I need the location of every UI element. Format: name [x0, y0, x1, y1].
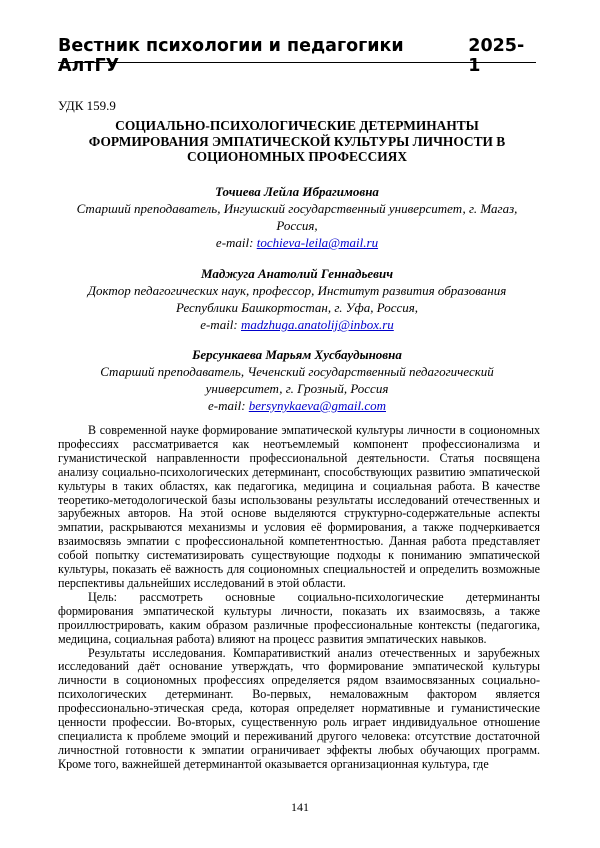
author-name: Маджуга Анатолий Геннадьевич	[58, 265, 536, 282]
journal-header	[58, 36, 536, 76]
title-line: ФОРМИРОВАНИЯ ЭМПАТИЧЕСКОЙ КУЛЬТУРЫ ЛИЧНОСТИ В	[58, 134, 536, 150]
email-label: e-mail:	[208, 398, 249, 413]
journal-page	[0, 0, 600, 848]
results-paragraph: Результаты исследования. Компаративисткий анализ отечественных и зарубежных исследований даёт основание утверждать, что формирование эмпатической культуры личности в социономных профессиях определяется рядом взаимосвязанных социально-психологических детерминант. Во-первых, немаловажным фактором является профессионально-этическая среда, которая определяет нормативные и гуманистические ценности профессии. Во-вторых, существенную роль играет индивидуальное отношение специалиста к проблеме эмоций и переживаний другого человека: отсутствие достаточной личностной готовности к эмпатии ограничивает эффекты любых обучающих программ. Кроме того, важнейшей детерминантой оказывается организационная культура, где	[58, 647, 540, 772]
journal-title: Вестник психологии и педагогики АлтГУ	[58, 36, 468, 76]
author-affiliation: Россия,	[58, 217, 536, 234]
author-email-line	[58, 316, 536, 333]
email-label: e-mail:	[216, 235, 257, 250]
abstract-paragraph: В современной науке формирование эмпатической культуры личности в социономных профессиях рассматривается как неотъемлемый компонент профессионализма и гуманистической направленности профессиональной деятельности. Статья посвящена анализу социально-психологических детерминант, способствующих развитию эмпатической культуры в таких областях, как педагогика, медицина и социальная работа. В качестве теоретико-методологической базы использованы результаты исследований отечественных и зарубежных авторов. На этой основе выделяются структурно-содержательные аспекты эмпатии, раскрываются механизмы и условия её формирования, а также подчеркивается взаимосвязь эмпатии с профессиональной компетентностью. Данная работа представляет собой попытку систематизировать существующие подходы к пониманию эмпатической культуры, показать её важность для социономных специальностей и определить возможные перспективы дальнейших исследований в этой области.	[58, 424, 540, 591]
author-email-link[interactable]: bersynykaeva@gmail.com	[249, 398, 386, 413]
author-email-line	[58, 397, 536, 414]
author-email-link[interactable]: madzhuga.anatolij@inbox.ru	[241, 317, 394, 332]
page-number: 141	[0, 800, 600, 815]
author-affiliation: Республики Башкортостан, г. Уфа, Россия,	[58, 299, 536, 316]
author-block-3	[58, 346, 536, 414]
udc-code: УДК 159.9	[58, 98, 116, 114]
title-line: СОЦИОНОМНЫХ ПРОФЕССИЯХ	[58, 149, 536, 165]
author-affiliation: Старший преподаватель, Чеченский государственный педагогический	[58, 363, 536, 380]
author-name: Точиева Лейла Ибрагимовна	[58, 183, 536, 200]
email-label: e-mail:	[200, 317, 241, 332]
author-affiliation: Старший преподаватель, Ингушский государственный университет, г. Магаз,	[58, 200, 536, 217]
goal-paragraph: Цель: рассмотреть основные социально-психологические детерминанты формирования эмпатической культуры личности, показать их взаимосвязь, а также проиллюстрировать, каким образом различные профессиональные контексты (педагогика, медицина, социальная работа) влияют на процесс развития эмпатических навыков.	[58, 591, 540, 647]
article-title	[58, 118, 536, 165]
author-affiliation: Доктор педагогических наук, профессор, Институт развития образования	[58, 282, 536, 299]
author-email-link[interactable]: tochieva-leila@mail.ru	[257, 235, 378, 250]
article-body	[58, 424, 540, 772]
author-block-1	[58, 183, 536, 251]
author-email-line	[58, 234, 536, 251]
author-affiliation: университет, г. Грозный, Россия	[58, 380, 536, 397]
header-divider	[58, 62, 536, 63]
title-line: СОЦИАЛЬНО-ПСИХОЛОГИЧЕСКИЕ ДЕТЕРМИНАНТЫ	[58, 118, 536, 134]
issue-number: 2025-1	[468, 36, 536, 76]
author-name: Берсункаева Марьям Хусбаудыновна	[58, 346, 536, 363]
author-block-2	[58, 265, 536, 333]
